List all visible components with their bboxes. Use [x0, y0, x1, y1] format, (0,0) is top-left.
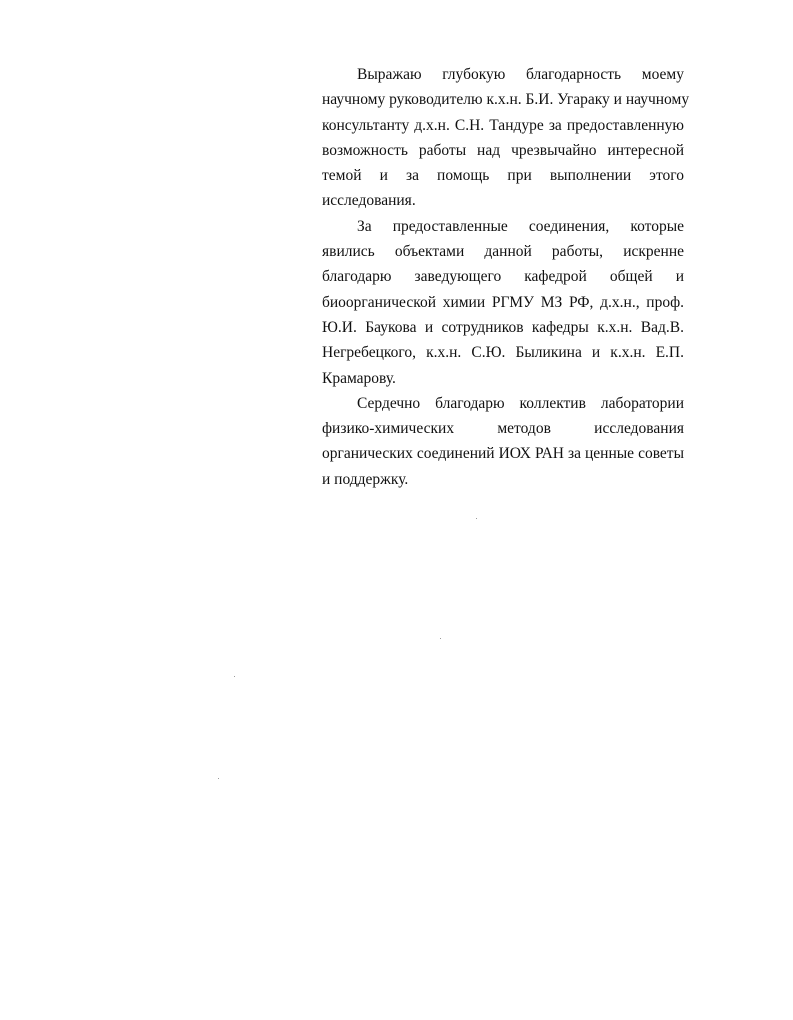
- text-line: благодарю заведующего кафедрой общей и: [322, 268, 684, 286]
- text-line: физико-химических методов исследования: [322, 420, 684, 438]
- text-line: консультанту д.х.н. С.Н. Тандуре за предоставленную: [322, 116, 684, 134]
- text-line: Крамарову.: [322, 369, 396, 387]
- text-line: Негребецкого, к.х.н. С.Ю. Быликина и к.х.н. Е.П.: [322, 344, 684, 362]
- text-line: Выражаю глубокую благодарность моему: [357, 66, 684, 83]
- text-line: научному руководителю к.х.н. Б.И. Угараку и научному: [322, 91, 690, 109]
- scan-speck: [476, 518, 477, 519]
- text-line: темой и за помощь при выполнении этого: [322, 167, 684, 185]
- text-line: За предоставленные соединения, которые: [357, 217, 684, 235]
- text-line: Ю.И. Баукова и сотрудников кафедры к.х.н. Вад.В.: [322, 318, 684, 336]
- paragraph-laboratory: [322, 391, 684, 492]
- text-line: явились объектами данной работы, искренне: [322, 243, 684, 261]
- text-line: исследования.: [322, 192, 416, 210]
- scan-speck: [218, 778, 219, 779]
- text-line: органических соединений ИОХ РАН за ценные советы: [322, 445, 684, 463]
- text-line: Сердечно благодарю коллектив лаборатории: [357, 394, 684, 412]
- acknowledgements-text: [322, 62, 690, 492]
- text-line: биоорганической химии РГМУ МЗ РФ, д.х.н., проф.: [322, 293, 684, 311]
- paragraph-compounds: [322, 214, 684, 391]
- text-line: и поддержку.: [322, 470, 409, 488]
- paragraph-supervisors: [322, 62, 690, 214]
- text-line: возможность работы над чрезвычайно интересной: [322, 141, 684, 159]
- scan-speck: [440, 638, 441, 639]
- scan-speck: [234, 676, 235, 677]
